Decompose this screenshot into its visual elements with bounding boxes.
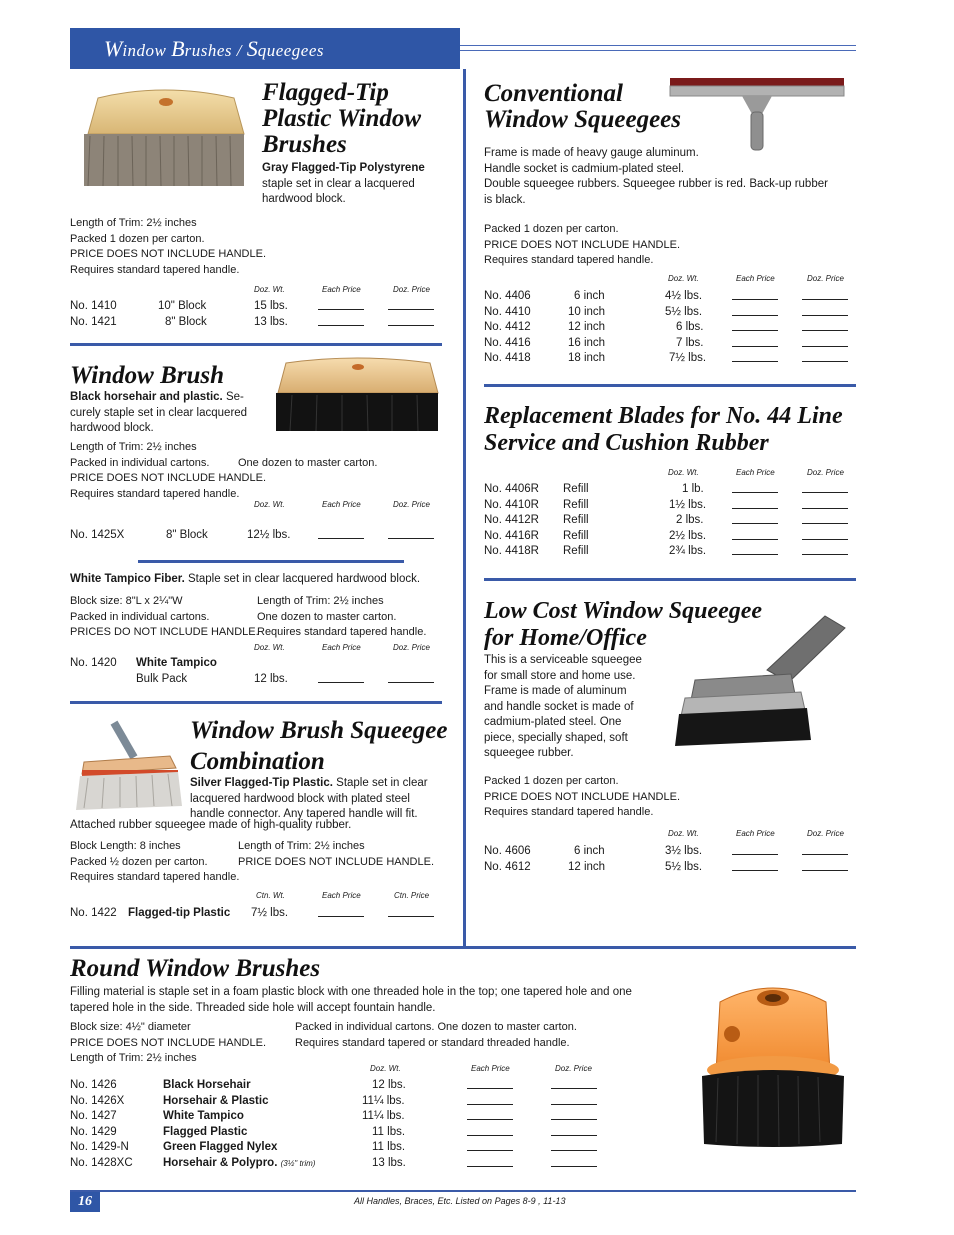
doz-price-blank[interactable] bbox=[802, 860, 848, 871]
lowcost-description: This is a serviceable squeegee for small store and home use. Frame is made of aluminum and handle socket is made of cadmium-plated steel. One piece, specially shaped, soft squeegee rubber. bbox=[484, 654, 642, 759]
table-row: No. 4606 6 inch 3½ lbs. bbox=[484, 844, 856, 860]
section-divider bbox=[70, 701, 442, 704]
doz-price-blank[interactable] bbox=[551, 1140, 597, 1151]
table-row: No. 4406R Refill 1 lb. bbox=[484, 482, 856, 498]
each-price-blank[interactable] bbox=[732, 544, 778, 555]
col-header-each: Each Price bbox=[322, 891, 361, 900]
lowcost-title: Low Cost Window Squeegee for Home/Office bbox=[484, 598, 763, 651]
table-row: No. 4416 16 inch 7 lbs. bbox=[484, 336, 856, 352]
window-brush-title: Window Brush bbox=[70, 362, 225, 389]
section-divider bbox=[70, 343, 442, 346]
window-brush-description: Black horsehair and plastic. Se- curely staple set in clear lacquered hardwood block. bbox=[70, 391, 248, 434]
section-divider bbox=[138, 560, 404, 563]
each-price-blank[interactable] bbox=[732, 860, 778, 871]
doz-price-blank[interactable] bbox=[802, 529, 848, 540]
col-header-wt: Doz. Wt. bbox=[254, 500, 285, 509]
footer-rule bbox=[70, 1190, 856, 1192]
tampico-specs-right: Length of Trim: 2½ inches One dozen to master carton. Requires standard tapered handle. bbox=[257, 595, 427, 638]
doz-price-blank[interactable] bbox=[802, 305, 848, 316]
conventional-squeegee-image bbox=[668, 74, 848, 154]
doz-price-blank[interactable] bbox=[802, 844, 848, 855]
each-price-blank[interactable] bbox=[318, 906, 364, 917]
each-price-blank[interactable] bbox=[732, 320, 778, 331]
table-row: No. 1420 White Tampico Bulk Pack 12 lbs. bbox=[70, 656, 442, 690]
each-price-blank[interactable] bbox=[732, 529, 778, 540]
flagged-tip-brush-image bbox=[76, 76, 252, 191]
table-row: No. 4412 12 inch 6 lbs. bbox=[484, 320, 856, 336]
doz-price-blank[interactable] bbox=[388, 315, 434, 326]
each-price-blank[interactable] bbox=[467, 1109, 513, 1120]
col-header-ctn-price: Ctn. Price bbox=[394, 891, 430, 900]
conventional-description: Frame is made of heavy gauge aluminum. Handle socket is cadmium-plated steel. Double squeegee rubbers. Squeegee rubber is red. Back-up rubber is black. bbox=[484, 147, 828, 206]
table-row: No. 4410R Refill 1½ lbs. bbox=[484, 498, 856, 514]
col-header-each: Each Price bbox=[471, 1064, 510, 1073]
doz-price-blank[interactable] bbox=[388, 528, 434, 539]
round-specs-right: Packed in individual cartons. One dozen to master carton. Requires standard tapered or standard threaded handle. bbox=[295, 1021, 577, 1049]
col-header-doz: Doz. Price bbox=[807, 274, 844, 283]
doz-price-blank[interactable] bbox=[802, 336, 848, 347]
table-row: No. 4418 18 inch 7½ lbs. bbox=[484, 351, 856, 367]
col-header-wt: Doz. Wt. bbox=[668, 274, 699, 283]
conventional-specs: Packed 1 dozen per carton. PRICE DOES NOT INCLUDE HANDLE. Requires standard tapered handle. bbox=[484, 223, 681, 266]
each-price-blank[interactable] bbox=[732, 513, 778, 524]
col-header-each: Each Price bbox=[736, 468, 775, 477]
lowcost-specs: Packed 1 dozen per carton. PRICE DOES NOT INCLUDE HANDLE. Requires standard tapered handle. bbox=[484, 775, 681, 818]
combo-brush-squeegee-image bbox=[74, 712, 186, 812]
doz-price-blank[interactable] bbox=[388, 672, 434, 683]
col-header-wt: Doz. Wt. bbox=[254, 643, 285, 652]
each-price-blank[interactable] bbox=[467, 1140, 513, 1151]
replacement-table bbox=[484, 482, 856, 560]
table-row: No. 1425X 8" Block 12½ lbs. bbox=[70, 528, 442, 544]
tampico-description: White Tampico Fiber. Staple set in clear lacquered hardwood block. bbox=[70, 573, 421, 585]
round-brush-image bbox=[698, 972, 848, 1150]
round-specs-left: Block size: 4½" diameter PRICE DOES NOT INCLUDE HANDLE. Length of Trim: 2½ inches bbox=[70, 1021, 267, 1064]
doz-price-blank[interactable] bbox=[388, 299, 434, 310]
table-row: No. 1428XC Horsehair & Polypro. (3½" trim) 13 lbs. bbox=[70, 1156, 610, 1172]
doz-price-blank[interactable] bbox=[802, 544, 848, 555]
combo-specs-left: Block Length: 8 inches Packed ½ dozen per carton. Requires standard tapered handle. bbox=[70, 840, 240, 883]
round-description: Filling material is staple set in a foam plastic block with one threaded hole in the top; one tapered hole and one tapered hole in the side. Threaded side hole will accept fountain handle. bbox=[70, 986, 632, 1014]
col-header-wt: Doz. Wt. bbox=[668, 468, 699, 477]
header-rule-top bbox=[460, 45, 856, 46]
table-row: No. 4410 10 inch 5½ lbs. bbox=[484, 305, 856, 321]
doz-price-blank[interactable] bbox=[551, 1156, 597, 1167]
table-row: No. 1426 Black Horsehair 12 lbs. bbox=[70, 1078, 610, 1094]
col-header-doz: Doz. Price bbox=[393, 500, 430, 509]
col-header-wt: Doz. Wt. bbox=[254, 285, 285, 294]
doz-price-blank[interactable] bbox=[802, 482, 848, 493]
footer-note: All Handles, Braces, Etc. Listed on Pages 8-9 , 11-13 bbox=[354, 1196, 566, 1206]
doz-price-blank[interactable] bbox=[551, 1078, 597, 1089]
each-price-blank[interactable] bbox=[318, 299, 364, 310]
each-price-blank[interactable] bbox=[467, 1078, 513, 1089]
doz-price-blank[interactable] bbox=[802, 289, 848, 300]
col-header-each: Each Price bbox=[322, 500, 361, 509]
col-header-doz: Doz. Price bbox=[555, 1064, 592, 1073]
each-price-blank[interactable] bbox=[467, 1156, 513, 1167]
combo-description-tail: Attached rubber squeegee made of high-quality rubber. bbox=[70, 819, 352, 831]
doz-price-blank[interactable] bbox=[551, 1109, 597, 1120]
flagged-tip-specs: Length of Trim: 2½ inches Packed 1 dozen per carton. PRICE DOES NOT INCLUDE HANDLE. Requires standard tapered handle. bbox=[70, 217, 267, 276]
section-divider bbox=[484, 578, 856, 581]
each-price-blank[interactable] bbox=[732, 482, 778, 493]
doz-price-blank[interactable] bbox=[802, 498, 848, 509]
col-header-each: Each Price bbox=[322, 285, 361, 294]
table-row: No. 1429 Flagged Plastic 11 lbs. bbox=[70, 1125, 610, 1141]
doz-price-blank[interactable] bbox=[802, 351, 848, 362]
doz-price-blank[interactable] bbox=[551, 1094, 597, 1105]
flagged-tip-description: Gray Flagged-Tip Polystyrene staple set in clear a lacquered hardwood block. bbox=[262, 162, 425, 205]
each-price-blank[interactable] bbox=[318, 672, 364, 683]
ctn-price-blank[interactable] bbox=[388, 906, 434, 917]
round-table bbox=[70, 1078, 610, 1171]
conventional-table bbox=[484, 289, 856, 367]
flagged-tip-table bbox=[70, 299, 442, 331]
each-price-blank[interactable] bbox=[318, 315, 364, 326]
table-row: No. 1410 10" Block 15 lbs. bbox=[70, 299, 442, 315]
combo-specs-right: Length of Trim: 2½ inches PRICE DOES NOT INCLUDE HANDLE. bbox=[238, 840, 435, 868]
col-header-doz: Doz. Price bbox=[807, 829, 844, 838]
each-price-blank[interactable] bbox=[467, 1094, 513, 1105]
each-price-blank[interactable] bbox=[732, 844, 778, 855]
each-price-blank[interactable] bbox=[732, 289, 778, 300]
col-header-doz: Doz. Price bbox=[393, 643, 430, 652]
column-divider bbox=[463, 69, 466, 946]
table-row: No. 4418R Refill 2¾ lbs. bbox=[484, 544, 856, 560]
section-divider bbox=[484, 384, 856, 387]
table-row: No. 1422 Flagged-tip Plastic 7½ lbs. bbox=[70, 906, 442, 922]
header-rule-bottom bbox=[460, 50, 856, 51]
each-price-blank[interactable] bbox=[732, 336, 778, 347]
lowcost-table bbox=[484, 844, 856, 875]
doz-price-blank[interactable] bbox=[802, 513, 848, 524]
table-row: No. 4406 6 inch 4½ lbs. bbox=[484, 289, 856, 305]
page-number: 16 bbox=[70, 1192, 100, 1212]
doz-price-blank[interactable] bbox=[551, 1125, 597, 1136]
table-row: No. 1429-N Green Flagged Nylex 11 lbs. bbox=[70, 1140, 610, 1156]
window-brush-specs: Length of Trim: 2½ inches Packed in individual cartons. One dozen to master carton. PRICE DOES NOT INCLUDE HANDLE. Requires standard tapered handle. bbox=[70, 441, 378, 500]
conventional-title: Conventional Window Squeegees bbox=[484, 80, 681, 133]
table-row: No. 1427 White Tampico 11¼ lbs. bbox=[70, 1109, 610, 1125]
col-header-doz: Doz. Price bbox=[807, 468, 844, 477]
replacement-title: Replacement Blades for No. 44 Line Service and Cushion Rubber bbox=[484, 403, 843, 456]
each-price-blank[interactable] bbox=[318, 528, 364, 539]
col-header-wt: Doz. Wt. bbox=[370, 1064, 401, 1073]
col-header-each: Each Price bbox=[736, 274, 775, 283]
table-row: No. 1421 8" Block 13 lbs. bbox=[70, 315, 442, 331]
section-divider bbox=[70, 946, 856, 949]
page-header-title: Window Brushes / Squeegees bbox=[70, 28, 460, 69]
col-header-each: Each Price bbox=[736, 829, 775, 838]
table-row: No. 4416R Refill 2½ lbs. bbox=[484, 529, 856, 545]
lowcost-squeegee-image bbox=[655, 610, 855, 760]
col-header-doz: Doz. Price bbox=[393, 285, 430, 294]
window-brush-image bbox=[272, 353, 442, 433]
table-row: No. 4412R Refill 2 lbs. bbox=[484, 513, 856, 529]
table-row: No. 4612 12 inch 5½ lbs. bbox=[484, 860, 856, 876]
flagged-tip-title: Flagged-Tip Plastic Window Brushes bbox=[262, 79, 422, 158]
each-price-blank[interactable] bbox=[732, 305, 778, 316]
each-price-blank[interactable] bbox=[467, 1125, 513, 1136]
combo-title: Window Brush Squeegee Combination bbox=[190, 717, 448, 775]
col-header-wt: Doz. Wt. bbox=[668, 829, 699, 838]
tampico-specs-left: Block size: 8"L x 2¼"W Packed in individual cartons. PRICES DO NOT INCLUDE HANDLE. bbox=[70, 595, 259, 638]
doz-price-blank[interactable] bbox=[802, 320, 848, 331]
combo-description: Silver Flagged-Tip Plastic. Staple set in clear lacquered hardwood block with plated steel handle connector. Any tapered handle will fit. bbox=[190, 777, 428, 820]
each-price-blank[interactable] bbox=[732, 351, 778, 362]
col-header-ctn-wt: Ctn. Wt. bbox=[256, 891, 285, 900]
col-header-each: Each Price bbox=[322, 643, 361, 652]
round-title: Round Window Brushes bbox=[70, 955, 321, 982]
each-price-blank[interactable] bbox=[732, 498, 778, 509]
table-row: No. 1426X Horsehair & Plastic 11¼ lbs. bbox=[70, 1094, 610, 1110]
